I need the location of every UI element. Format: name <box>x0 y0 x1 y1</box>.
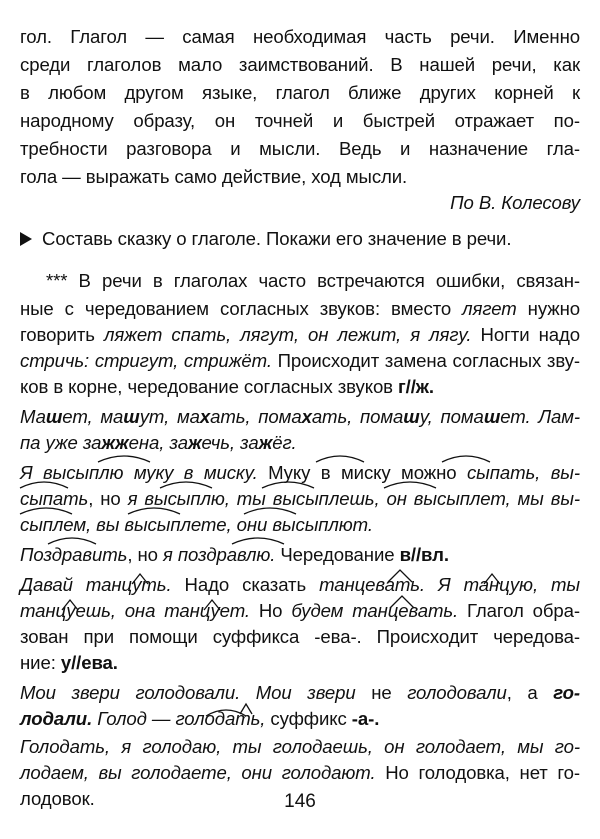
note-line <box>20 374 580 400</box>
paragraph-line: народному образу, он точней и быстрей отражает по- <box>20 110 580 131</box>
note-text: ные с чередованием согласных звуков: вместо <box>20 298 463 319</box>
note-line <box>20 348 580 374</box>
example-line: танцуешь, она танцует. Но будем танцевать. Глагол обра- <box>20 600 581 621</box>
note-line <box>20 296 580 322</box>
note-text: Ногти надо <box>471 324 581 345</box>
example-line: лодовок. <box>20 788 95 809</box>
note-example: стричь: стригут, стрижёт. <box>20 350 272 371</box>
example-line: Машет, машут, махать, помахать, помашу, помашет. Лам- <box>20 406 580 427</box>
alternation-label: г//ж. <box>398 376 434 397</box>
note-text: нужно <box>516 298 580 319</box>
note-line <box>20 322 580 348</box>
note-example: лягет <box>462 298 517 319</box>
task-text: Составь сказку о глаголе. Покажи его значение в речи. <box>42 228 512 249</box>
task-arrow-icon <box>20 232 32 246</box>
example-line: зован при помощи суффикса -ева-. Происходит чередова- <box>20 626 580 647</box>
paragraph-line: среди глаголов мало заимствований. В нашей речи, как <box>20 54 580 75</box>
example-line: Голодать, я голодаю, ты голодаешь, он голодает, мы го- <box>20 736 580 757</box>
example-line: ние: у//ева. <box>20 652 118 673</box>
example-line: сыплем, вы высыплете, они высыплют. <box>20 514 373 535</box>
example-line: Поздравить, но я поздравлю. Чередование в//вл. <box>20 544 449 565</box>
note-line: *** В речи в глаголах часто встречаются ошибки, связан- <box>46 270 580 291</box>
paragraph-line: в любом другом языке, глагол ближе других корней к <box>20 82 580 103</box>
note-text: Происходит замена согласных зву- <box>271 350 580 371</box>
note-text: говорить <box>20 324 104 345</box>
example-line: лодаем, вы голодаете, они голодают. Но голодовка, нет го- <box>20 762 580 783</box>
example-line: па уже зажжена, зажечь, зажёг. <box>20 432 297 453</box>
example-line: Давай танцуть. Надо сказать танцевать. Я танцую, ты <box>20 574 580 595</box>
example-line: Я высыплю муку в миску. Муку в миску можно сыпать, вы- <box>20 462 580 483</box>
example-line: сыпать, но я высыплю, ты высыплешь, он высыплет, мы вы- <box>20 488 580 509</box>
example-line: Мои звери голодовали. Мои звери не голодовали, а го- <box>20 682 580 703</box>
paragraph-line: гол. Глагол — самая необходимая часть речи. Именно <box>20 26 580 47</box>
note-example: ляжет спать, лягут, он лежит, я лягу. <box>103 324 472 345</box>
example-line: лодали. Голод — голодать, суффикс -а-. <box>20 708 380 729</box>
author-attribution: По В. Колесову <box>450 192 580 213</box>
paragraph-line: требности разговора и мысли. Ведь и назначение гла- <box>20 138 580 159</box>
page-number: 146 <box>284 791 316 812</box>
note-text: ков в корне, чередование согласных звуков <box>20 376 399 397</box>
task-line <box>20 226 580 252</box>
paragraph-line: гола — выражать само действие, ход мысли. <box>20 166 408 187</box>
